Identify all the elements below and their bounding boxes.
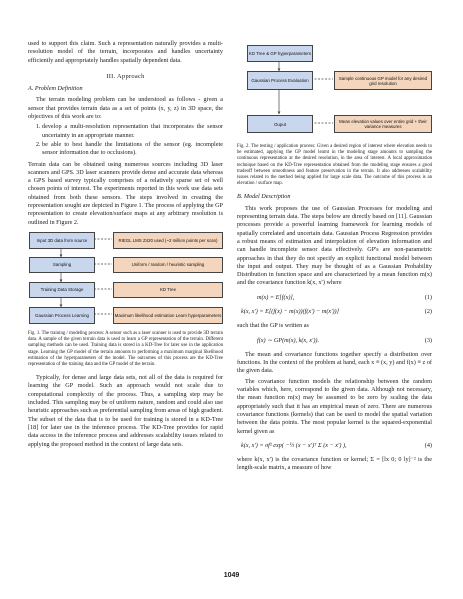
fig1-sampling-box: Sampling bbox=[29, 257, 95, 273]
page-number: 1049 bbox=[223, 572, 240, 579]
subsection-heading-b: B. Model Description bbox=[237, 193, 291, 201]
equation-2-body: k(x, x′) = E[(f(x) − m(x))(f(x′) − m(x′))] bbox=[241, 307, 340, 315]
equation-4-body: k(x, x′) = σf² exp( −½ (x − x′)ᵀ Σ (x − x′) ), bbox=[241, 441, 347, 449]
equation-3 bbox=[237, 337, 432, 345]
objectives-list bbox=[28, 123, 223, 157]
fig2-kdtree-box: KD Tree & GP hyperparameters bbox=[247, 45, 313, 62]
fig2-sample-note: Sample continuous GP model for any desired grid resolution bbox=[334, 71, 432, 90]
model-paragraph: This work proposes the use of Gaussian Processes for modeling and representing terrain data. The steps below are directly based on [11]. Gaussian processes provide a powerful learning framework for learning models of spatially correlated and uncertain data. Gaussian Process Regression provides a robust means of estimation and interpolation of elevation information and can handle incomplete sensor data effectively. GP's are non-parametric approaches in that they do not specify an explicit functional model between the input and output. They may be thought of as a Gaussian Probability Distribution in function space and are characterized by a mean function m(x) and the covariance function k(x, x′) where bbox=[237, 204, 432, 287]
fig1-input-box: Input 3D data from source bbox=[29, 232, 95, 249]
figure-1-caption: Fig. 1. The training / modeling process: A sensor such as a laser scanner is used to provide 3D terrain data. A sample of the given terrain data is used to learn a GP representation of the terrain. Different sampling methods can be used. Training data is stored in a KD-Tree for later use in the application stage. Learning the GP model of the terrain amounts to performing a maximum marginal likelihood estimation of the hyperparameters of the model. The outcomes of this process are the KD-Tree representation of the training data and the GP model of the terrain. bbox=[28, 330, 223, 367]
left-column bbox=[28, 40, 223, 451]
figure-2-diagram bbox=[237, 44, 432, 142]
section-heading: III. Approach bbox=[106, 72, 145, 80]
covariance-paragraph: The covariance function models the relationship between the random variables which, here, correspond to the given data. Although not necessary, the mean function m(x) may be assumed to be zero by scaling the data appropriately such that it has an empirical mean of zero. There are numerous covariance functions (kernels) that can be used to model the spatial variation between the data points. The most popular kernel is the squared-exponential kernel given as bbox=[237, 377, 432, 435]
fig2-evaluation-box: Gaussian Process Evaluation bbox=[247, 71, 313, 90]
fig2-output-box: Ouput bbox=[247, 115, 313, 133]
subsection-heading-a: A. Problem Definition bbox=[28, 85, 83, 93]
equation-1 bbox=[237, 294, 432, 302]
fig1-sampling-note: Uniform / random / heuristic sampling bbox=[113, 257, 223, 273]
fig1-storage-box: Training Data Storage bbox=[29, 282, 95, 298]
equation-4 bbox=[237, 442, 432, 450]
equation-2-number: (2) bbox=[424, 307, 432, 315]
equation-3-number: (3) bbox=[424, 336, 432, 344]
figure-2-caption: Fig. 2. The testing / application process: Given a desired region of interest where elevation needs to be estimated, applying the GP model learnt in the modeling stage amounts to sampling the continuous representation at the desired resolution, in the area of interest. A local approximation technique based on the KD-Tree representation obtained from the modeling stage ensures a good tradeoff between smoothness and feature preservation in the terrain. It also addresses scalability issues related to the method being applied for large scale data. The outcome of this process is an elevation / surface map. bbox=[237, 144, 432, 187]
data-paragraph: Terrain data can be obtained using numerous sources including 3D laser scanners and GPS. 3D laser scanners provide dense and accurate data whereas a GPS based survey typically comprises of a relatively sparse set of well chosen points of interest. The experiments reported in this work use data sets obtained from both these sensors. The steps involved in creating the representation sought are depicted in Figure 1. The process of applying the GP representation to create elevation/surface maps at any arbitrary resolution is outlined in Figure 2. bbox=[28, 160, 223, 226]
fig1-learning-note: Maximum likelihood estimation Learn hyperparameters bbox=[113, 307, 223, 324]
equation-4-followup: where k(x, x′) is the covariance function or kernel; Σ = [lx 0; 0 ly]⁻² is the length-scale matrix, a measure of how bbox=[237, 456, 432, 472]
equation-2-followup: such that the GP is written as bbox=[237, 322, 309, 330]
fig1-learning-box: Gaussian Process Learning bbox=[29, 307, 95, 324]
right-column bbox=[237, 40, 432, 475]
fig1-sensor-note: RIEGL LMS Z420 used (~2 million points per scan) bbox=[113, 232, 223, 249]
equation-4-number: (4) bbox=[424, 441, 432, 449]
objective-item: 2. be able to best handle the limitations of the sensor (eg. incomplete sensor information due to occlusions). bbox=[42, 141, 223, 158]
fig2-output-note: Mean elevation values over entire grid + their variance measures bbox=[334, 115, 432, 133]
intro-paragraph: used to support this claim. Such a representation naturally provides a multi-resolution model of the terrain, incorporates and handles uncertainty efficiently and appropriately handles spatially dependent data. bbox=[28, 40, 223, 64]
mean-covariance-paragraph: The mean and covariance functions together specify a distribution over functions. In the context of the problem at hand, each x ≡ (x, y) and f(x) ≡ z of the given data. bbox=[237, 350, 432, 375]
fig1-kdtree-note: KD Tree bbox=[113, 282, 223, 298]
equation-2 bbox=[237, 308, 432, 316]
equation-1-number: (1) bbox=[424, 293, 432, 301]
equation-3-body: f(x) ∼ GP(m(x), k(x, x′)). bbox=[257, 336, 320, 344]
equation-1-body: m(x) = E[f(x)], bbox=[257, 293, 295, 301]
figure-1-diagram bbox=[28, 231, 223, 329]
final-paragraph: Typically, for dense and large data sets, not all of the data is required for learning the GP model. Such an approach would not scale due to computational complexity of the process. Thus, a sampling step may be included. This sampling may be of uniform nature, random and could also use heuristic approaches such as preferential sampling from areas of high gradient. The subset of the data that is to be used for training is stored in a KD-Tree [18] for later use in the inference process. The KD-Tree provides for rapid data access in the inference process and addresses scalability issues related to applying the proposed method in the context of large data sets. bbox=[28, 374, 224, 448]
problem-paragraph: The terrain modeling problem can be understood as follows - given a sensor that provides terrain data as a set of points (x, y, z) in 3D space, the objectives of this work are to: bbox=[28, 96, 223, 121]
objective-item: 1. develop a multi-resolution representation that incorporates the sensor uncertainty in an appropriate manner. bbox=[42, 123, 223, 140]
